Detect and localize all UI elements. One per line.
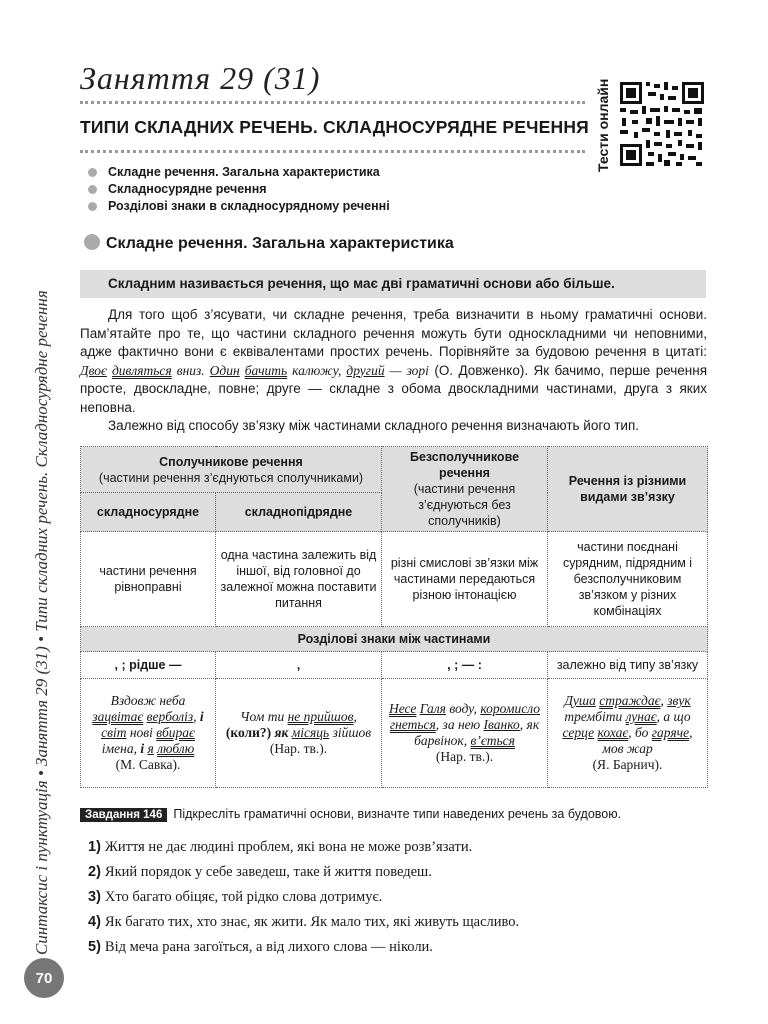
body-text: Для того щоб з’ясувати, чи складне речення, треба визначити в ньому граматичні основи. Пам’ятайте про те, що частини складного речення можуть бути односкладними чи неповними, адже фактично вони є еквівалентами простих речень. Порівняйте за будовою речення в цитаті: Двоє дивляться вниз. Один бачить калюжу, другий — зорі (О. Довженко). Як бачимо, перше речення просте, двоскладне, повне; друге — складне з обома двоскладними частинами, друга з яких неповна. Залежно від способу зв’язку між частинами складного речення визначають його тип. — [80, 307, 708, 433]
table-cell: різні смислові зв’язки між частинами передаються різною інтонацією — [382, 532, 548, 627]
page-title: ТИПИ СКЛАДНИХ РЕЧЕНЬ. СКЛАДНОСУРЯДНЕ РЕЧЕННЯ — [80, 117, 589, 137]
table-punctuation-header: Розділові знаки між частинами — [81, 627, 708, 652]
topics-list — [88, 164, 390, 215]
section-heading: Складне речення. Загальна характеристика — [84, 234, 454, 253]
table-header-complex: складнопідрядне — [216, 493, 382, 532]
table-cell: частини поєднані сурядним, підрядним і безсполучниковим зв’язком у різних комбінаціях — [548, 532, 708, 627]
sentence-types-table — [80, 446, 708, 788]
side-running-title: Синтаксис і пунктуація • Заняття 29 (31) • Типи складних речень. Складносурядне речення — [32, 290, 51, 955]
page-number: 70 — [24, 958, 64, 998]
table-cell: залежно від типу зв’язку — [548, 652, 708, 679]
online-tests-label: Тести онлайн — [595, 78, 611, 172]
table-cell: одна частина залежить від іншої, від головної до залежної можна поставити питання — [216, 532, 382, 627]
task-heading: Завдання 146 Підкресліть граматичні основи, визначте типи наведених речень за будовою. — [80, 807, 621, 822]
task-items — [88, 835, 519, 960]
list-item: 3) Хто багато обіцяє, той рідко слова дотримує. — [88, 889, 383, 905]
list-item: 1) Життя не дає людині проблем, які вона не може розв’язати. — [88, 839, 473, 855]
list-item: Складне речення. Загальна характеристика — [88, 164, 390, 181]
table-header-conjunctive: Сполучникове речення (частини речення з’єднуються сполучниками) — [81, 447, 382, 493]
task-label: Завдання 146 — [80, 808, 167, 822]
lesson-title: Заняття 29 (31) — [80, 60, 321, 96]
table-example-cell: Несе Галя воду, коромисло гнеться, за нею Іванко, як барвінок, в’ється (Нар. тв.). — [382, 679, 548, 788]
list-item: 2) Який порядок у себе заведеш, таке й життя поведеш. — [88, 864, 432, 880]
list-item: 5) Від меча рана загоїться, а від лихого слова — ніколи. — [88, 939, 433, 955]
definition-box: Складним називається речення, що має дві граматичні основи або більше. — [80, 270, 706, 298]
table-cell: , ; рідше — — [81, 652, 216, 679]
table-example-cell: Вздовж неба зацвітає верболіз, і світ нові вбирає імена, і я люблю (М. Савка). — [81, 679, 216, 788]
dotted-divider — [80, 150, 585, 153]
dotted-divider — [80, 101, 585, 104]
table-header-compound: складносурядне — [81, 493, 216, 532]
table-header-mixed: Речення із різними видами зв’язку — [548, 447, 708, 532]
table-example-cell: Душа страждає, звук трембіти лунає, а що серце кохає, бо гаряче, мов жар (Я. Барнич). — [548, 679, 708, 788]
table-example-cell: Чом ти не прийшов, (коли?) як місяць зійшов (Нар. тв.). — [216, 679, 382, 788]
bullet-icon — [84, 234, 100, 250]
table-header-nonconjunctive: Безсполучникове речення (частини речення з’єднуються без сполучників) — [382, 447, 548, 532]
table-cell: частини речення рівноправні — [81, 532, 216, 627]
list-item: 4) Як багато тих, хто знає, як жити. Як мало тих, які живуть щасливо. — [88, 914, 520, 930]
table-cell: , ; — : — [382, 652, 548, 679]
list-item: Розділові знаки в складносурядному реченні — [88, 198, 390, 215]
list-item: Складносурядне речення — [88, 181, 390, 198]
qr-code-icon[interactable] — [618, 80, 706, 168]
table-cell: , — [216, 652, 382, 679]
